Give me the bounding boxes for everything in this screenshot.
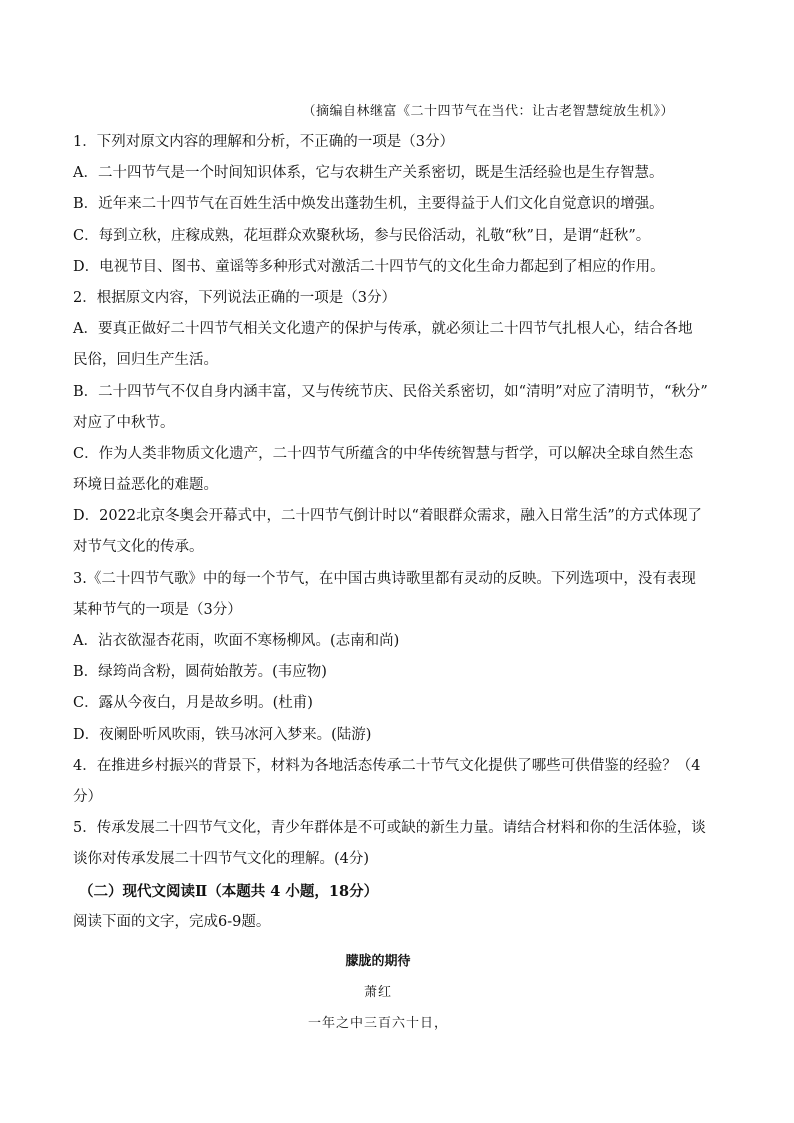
answer-option-line: B．绿筠尚含粉，圆荷始散芳。(韦应物) <box>73 664 327 681</box>
question-stem-line: 某种节气的一项是（3分） <box>73 601 242 618</box>
answer-option-line: D．2022北京冬奥会开幕式中，二十四节气倒计时以“着眼群众需求，融入日常生活”的方式体现了 <box>73 508 702 525</box>
answer-option-line: 对应了中秋节。 <box>73 414 175 431</box>
answer-option <box>73 501 702 563</box>
answer-option <box>73 720 683 751</box>
answer-option-line: D．夜阑卧听风吹雨，铁马冰河入梦来。(陆游) <box>73 726 372 743</box>
answer-option-line: C．作为人类非物质文化遗产，二十四节气所蕴含的中华传统智慧与哲学，可以解决全球自然生态 <box>73 445 694 462</box>
question-stem-line: 2．根据原文内容，下列说法正确的一项是（3分） <box>73 289 396 306</box>
answer-option-line: A．要真正做好二十四节气相关文化遗产的保护与传承，就必须让二十四节气扎根人心，结合各地 <box>73 321 693 338</box>
question-stem-line: 5．传承发展二十四节气文化，青少年群体是不可或缺的新生力量。请结合材料和你的生活体验，谈 <box>73 820 706 837</box>
answer-option-line: B．近年来二十四节气在百姓生活中焕发出蓬勃生机，主要得益于人们文化自觉意识的增强。 <box>73 196 664 213</box>
answer-option <box>73 314 693 376</box>
answer-option <box>73 626 683 657</box>
question-3 <box>73 564 696 751</box>
answer-option <box>73 439 694 501</box>
source-citation: （摘编自林继富《二十四节气在当代：让古老智慧绽放生机》） <box>302 104 674 119</box>
answer-option-line: D．电视节目、图书、童谣等多种形式对激活二十四节气的文化生命力都起到了相应的作用。 <box>73 258 665 275</box>
answer-option-line: C．每到立秋，庄稼成熟，花垣群众欢聚秋场，参与民俗活动，礼敬“秋”日，是谓“赶秋”。 <box>73 227 651 244</box>
question-1 <box>73 127 683 283</box>
answer-option-line: 对节气文化的传承。 <box>73 539 204 556</box>
section-heading: （二）现代文阅读Ⅱ（本题共 4 小题，18分） <box>79 882 379 900</box>
question-5 <box>73 813 706 875</box>
answer-option <box>73 252 683 283</box>
question-stem-line: 谈你对传承发展二十四节气文化的理解。(4分) <box>73 851 370 868</box>
answer-option <box>73 158 683 189</box>
question-content <box>73 127 708 1039</box>
answer-option-line: 民俗，回归生产生活。 <box>73 352 218 369</box>
answer-option <box>73 688 683 719</box>
answer-option-line: A．二十四节气是一个时间知识体系，它与农耕生产关系密切，既是生活经验也是生存智慧。 <box>73 165 664 182</box>
answer-option <box>73 657 683 688</box>
answer-option-line: C．露从今夜白，月是故乡明。(杜甫) <box>73 695 313 712</box>
question-stem-line: 1．下列对原文内容的理解和分析，不正确的一项是（3分） <box>73 134 454 150</box>
answer-option-line: A．沾衣欲湿杏花雨，吹面不寒杨柳风。(志南和尚) <box>73 633 400 649</box>
answer-option <box>73 221 683 252</box>
reading-instruction: 阅读下面的文字，完成6-9题。 <box>73 913 271 930</box>
answer-option-line: 环境日益恶化的难题。 <box>73 477 218 494</box>
question-4 <box>73 751 701 813</box>
question-2 <box>73 283 708 564</box>
article-author: 萧红 <box>363 985 392 1001</box>
article-first-line: 一年之中三百六十日， <box>307 1016 448 1032</box>
answer-option <box>73 189 683 220</box>
question-stem-line: 分） <box>73 788 102 805</box>
article-title: 朦胧的期待 <box>345 953 411 969</box>
answer-option <box>73 377 708 439</box>
question-stem-line: 4．在推进乡村振兴的背景下，材料为各地活态传承二十节气文化提供了哪些可供借鉴的经验？（4 <box>73 757 701 774</box>
question-stem-line: 3.《二十四节气歌》中的每一个节气，在中国古典诗歌里都有灵动的反映。下列选项中，没有表现 <box>73 570 696 587</box>
answer-option-line: B．二十四节气不仅自身内涵丰富，又与传统节庆、民俗关系密切，如“清明”对应了清明节，“秋分” <box>73 383 708 400</box>
question-list <box>73 127 708 876</box>
